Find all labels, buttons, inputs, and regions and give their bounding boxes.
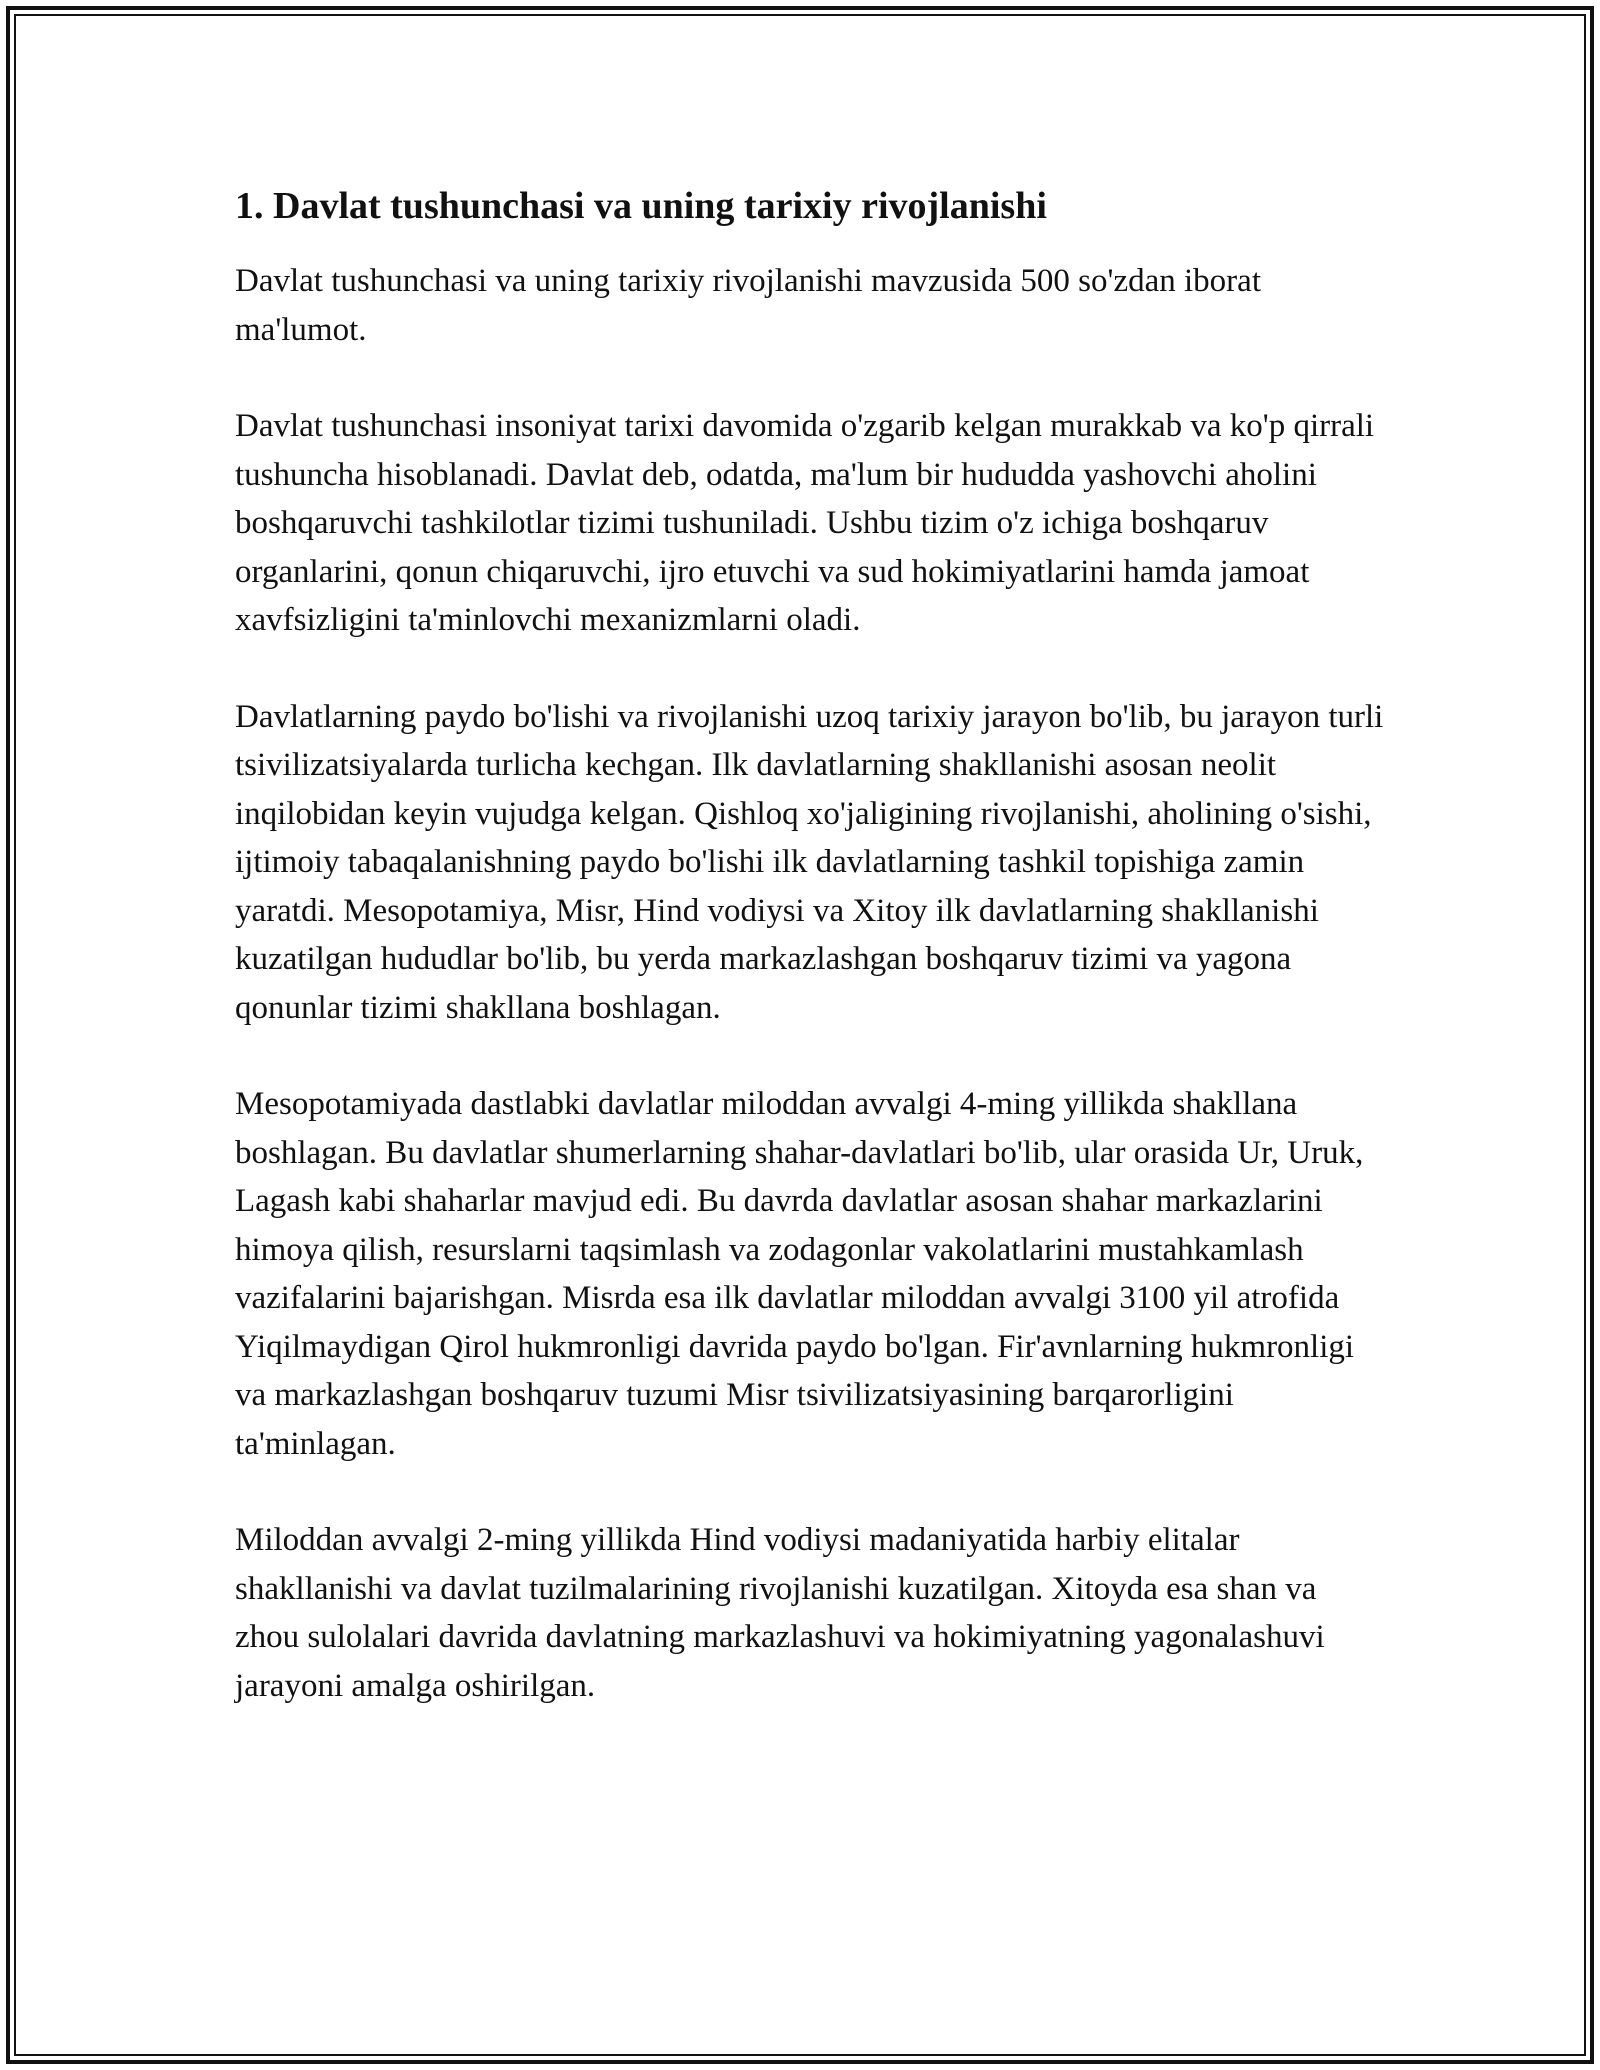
paragraph-mesopotamia-egypt: Mesopotamiyada dastlabki davlatlar miloddan avvalgi 4-ming yillikda shakllana boshlagan. Bu davlatlar shumerlarning shahar-davlatlari bo'lib, ular orasida Ur, Uruk, Lagash kabi shaharlar mavjud edi. Bu davrda davlatlar asosan shahar markazlarini himoya qilish, resurslarni taqsimlash va zodagonlar vakolatlarini mustahkamlash vazifalarini bajarishgan. Misrda esa ilk davlatlar miloddan avvalgi 3100 yil atrofida Yiqilmaydigan Qirol hukmronligi davrida paydo bo'lgan. Fir'avnlarning hukmronligi va markazlashgan boshqaruv tuzumi Misr tsivilizatsiyasining barqarorligini ta'minlagan. bbox=[235, 1086, 1364, 1462]
intro-paragraph: Davlat tushunchasi va uning tarixiy rivojlanishi mavzusida 500 so'zdan iborat ma'lumot. bbox=[235, 263, 1261, 348]
paragraph-origins: Davlatlarning paydo bo'lishi va rivojlanishi uzoq tarixiy jarayon bo'lib, bu jarayon turli tsivilizatsiyalarda turlicha kechgan. Ilk davlatlarning shakllanishi asosan neolit inqilobidan keyin vujudga kelgan. Qishloq xo'jaligining rivojlanishi, aholining o'sishi, ijtimoiy tabaqalanishning paydo bo'lishi ilk davlatlarning tashkil topishiga zamin yaratdi. Mesopotamiya, Misr, Hind vodiysi va Xitoy ilk davlatlarning shakllanishi kuzatilgan hududlar bo'lib, bu yerda markazlashgan boshqaruv tizimi va yagona qonunlar tizimi shakllana boshlagan. bbox=[235, 698, 1384, 1026]
section-heading: 1. Davlat tushunchasi va uning tarixiy rivojlanishi bbox=[235, 185, 1047, 227]
document-body bbox=[235, 182, 1385, 1758]
paragraph-definition: Davlat tushunchasi insoniyat tarixi davomida o'zgarib kelgan murakkab va ko'p qirrali tushuncha hisoblanadi. Davlat deb, odatda, ma'lum bir hududda yashovchi aholini boshqaruvchi tashkilotlar tizimi tushuniladi. Ushbu tizim o'z ichiga boshqaruv organlarini, qonun chiqaruvchi, ijro etuvchi va sud hokimiyatlarini hamda jamoat xavfsizligini ta'minlovchi mexanizmlarni oladi. bbox=[235, 408, 1375, 639]
paragraph-india-china: Miloddan avvalgi 2-ming yillikda Hind vodiysi madaniyatida harbiy elitalar shakllanishi va davlat tuzilmalarining rivojlanishi kuzatilgan. Xitoyda esa shan va zhou sulolalari davrida davlatning markazlashuvi va hokimiyatning yagonalashuvi jarayoni amalga oshirilgan. bbox=[235, 1522, 1325, 1704]
